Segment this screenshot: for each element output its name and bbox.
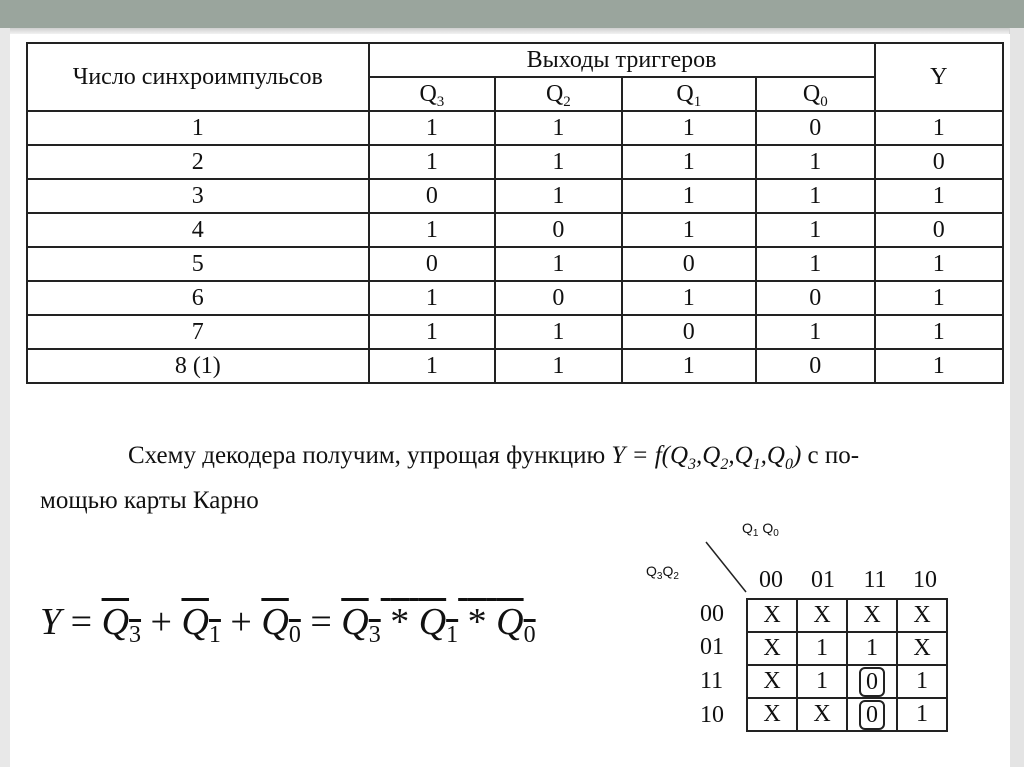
kmap-cell: X: [747, 698, 797, 731]
description-line-2: мощью карты Карно: [40, 487, 259, 514]
top-bar: [0, 0, 1024, 28]
table-row: 3 0 1 1 1 1: [27, 179, 1003, 213]
kmap-cell: 1: [797, 665, 847, 698]
table-row: 7 1 1 0 1 1: [27, 315, 1003, 349]
kmap-row-label: 00: [700, 601, 724, 627]
kmap-diagonal-line: [704, 540, 748, 594]
kmap-col-label: 10: [913, 567, 937, 593]
not-product: $Q_3 * Q_1 * Q_0$: [341, 601, 536, 648]
inline-formula: $Y = f(Q_3,Q_2,Q_1,Q_0)$: [611, 442, 802, 473]
header-q2: $Q_2$: [495, 77, 622, 111]
kmap-cell: X: [797, 599, 847, 632]
kmap-row-label: 10: [700, 702, 724, 728]
kmap-cell: 1: [897, 698, 947, 731]
not-q1: $Q_1$: [181, 601, 221, 648]
kmap-cell: X: [747, 665, 797, 698]
table-row: 4 1 0 1 1 0: [27, 213, 1003, 247]
kmap-cell: 1: [847, 632, 897, 665]
left-rail: [0, 28, 10, 767]
header-pulse-count: Число синхроимпульсов: [27, 43, 369, 111]
kmap-cell: X: [747, 599, 797, 632]
kmap-cell: X: [797, 698, 847, 731]
kmap-cell: X: [897, 632, 947, 665]
kmap-cell: 1: [897, 665, 947, 698]
not-q0: $Q_0$: [261, 601, 301, 648]
header-y: Y: [875, 43, 1003, 111]
kmap-column-variables: $Q_1$ $Q_0$: [742, 520, 779, 539]
result-formula: $Y = Q_3 + Q_1 + Q_0 = Q_3 * Q_1 * Q_0$: [40, 601, 536, 648]
kmap-col-label: 01: [811, 567, 835, 593]
description-line-1: Схему декодера получим, упрощая функцию $Y = f(Q_3,Q_2,Q_1,Q_0)$ с по-: [128, 442, 860, 473]
header-trigger-outputs: Выходы триггеров: [369, 43, 875, 77]
kmap-group-box: 0: [859, 667, 885, 697]
trigger-state-table: [26, 42, 1004, 384]
kmap-cell: X: [897, 599, 947, 632]
header-q3: $Q_3$: [369, 77, 496, 111]
table-row: 1 1 1 1 0 1: [27, 111, 1003, 145]
kmap-cell-grouped: [847, 698, 897, 731]
table-row: 6 1 0 1 0 1: [27, 281, 1003, 315]
kmap-cell: X: [747, 632, 797, 665]
kmap-row-variables: $Q_3Q_2$: [646, 563, 679, 582]
table-row: 5 0 1 0 1 1: [27, 247, 1003, 281]
table-row: 2 1 1 1 1 0: [27, 145, 1003, 179]
karnaugh-map: [746, 598, 948, 732]
kmap-group-box: 0: [859, 700, 885, 730]
kmap-row-label: 01: [700, 634, 724, 660]
kmap-cell: 1: [797, 632, 847, 665]
right-rail: [1009, 28, 1024, 767]
kmap-col-label: 00: [759, 567, 783, 593]
table-row: 8 (1) 1 1 1 0 1: [27, 349, 1003, 383]
kmap-col-label: 11: [863, 567, 887, 593]
header-q0: $Q_0$: [756, 77, 875, 111]
not-q3: $Q_3$: [101, 601, 142, 648]
kmap-cell: X: [847, 599, 897, 632]
header-q1: $Q_1$: [622, 77, 756, 111]
description-text: [40, 438, 1000, 519]
kmap-row-label: 11: [700, 668, 724, 694]
kmap-cell-grouped: [847, 665, 897, 698]
